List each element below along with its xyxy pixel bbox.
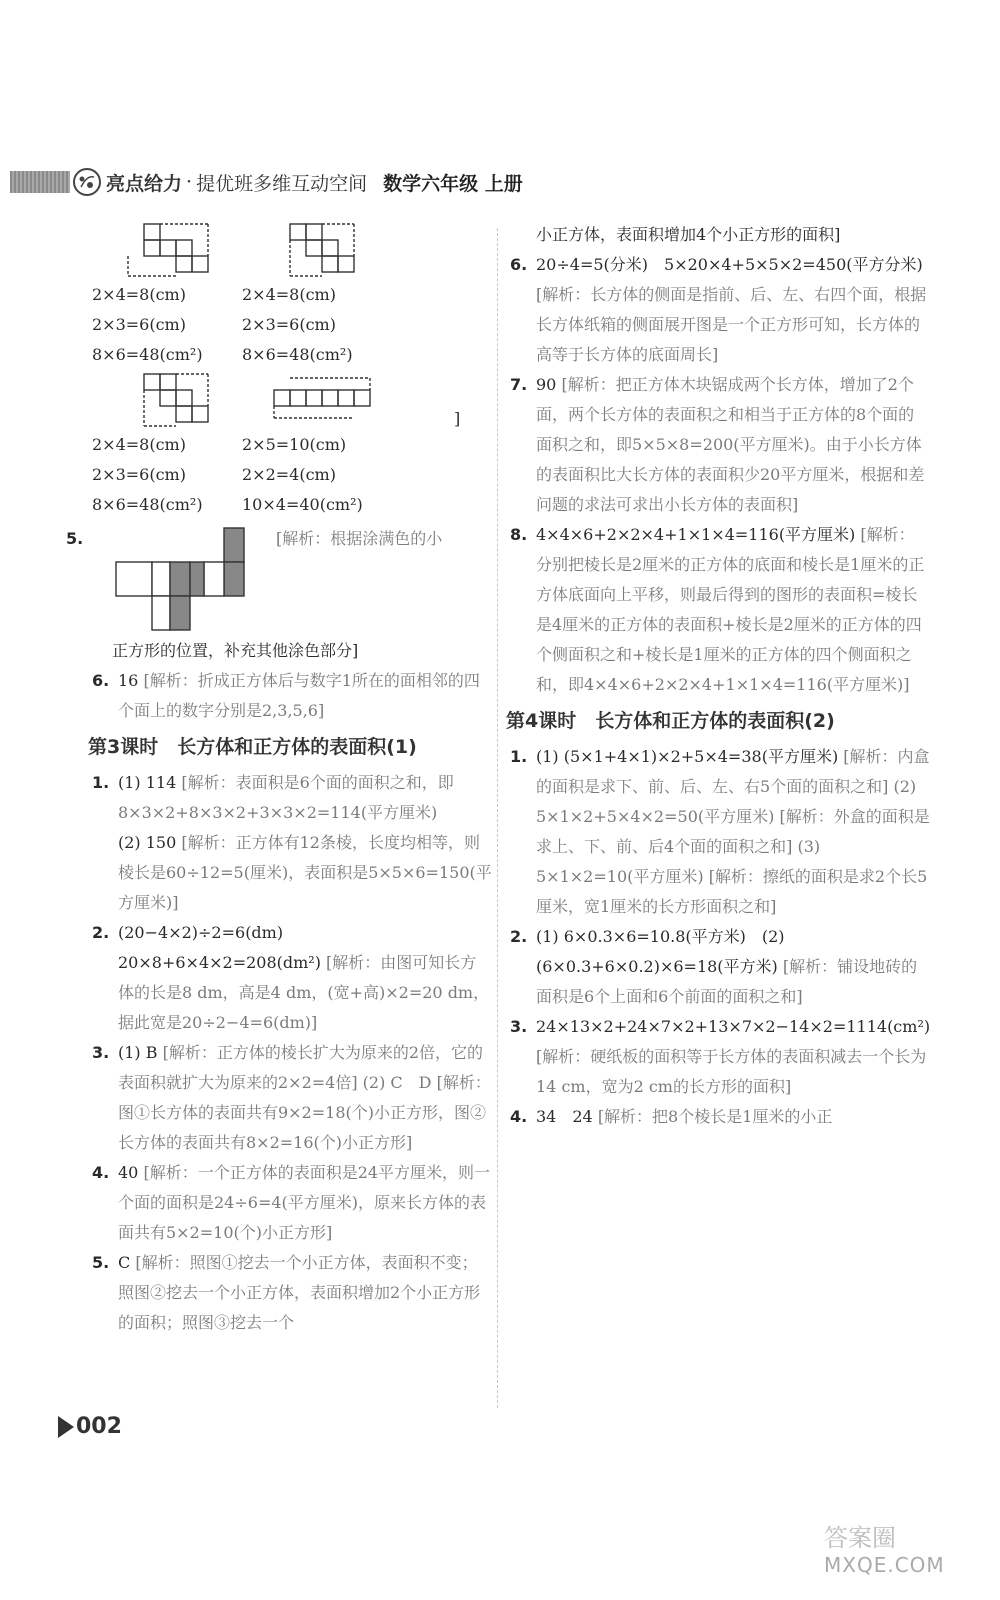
net-1-line-1: 2×4=8(cm) [92, 285, 186, 304]
right-item-8 [510, 520, 930, 700]
right-l4-item-1 [510, 742, 930, 922]
q5-net-diagram [112, 524, 272, 636]
left-item-4-answer: 40 [118, 1163, 144, 1182]
net-4-line-1: 2×5=10(cm) [242, 435, 347, 454]
left-item-2 [92, 918, 492, 1038]
right-item-7-analysis: [解析：把正方体木块锯成两个长方体，增加了2个面，两个长方体的表面积之和相当于正方体的8个面的面积之和，即5×5×8=200(平方厘米)。由于小长方体的表面积比大长方体的表面积少20平方厘米，根据和差问题的求法可求出小长方体的表面积] [536, 375, 925, 514]
logo-icon [72, 167, 102, 197]
watermark [824, 1518, 974, 1588]
left-q5 [66, 524, 492, 666]
nets-row-1 [92, 220, 492, 370]
net-1 [92, 220, 242, 370]
left-item-1-num: 1. [92, 773, 110, 792]
net-3-line-1: 2×4=8(cm) [92, 435, 186, 454]
left-column [66, 220, 492, 1338]
left-q6 [92, 666, 492, 726]
left-item-1b-answer: (2) 150 [118, 833, 182, 852]
right-item-6-num: 6. [510, 255, 528, 274]
net-1-line-2: 2×3=6(cm) [92, 315, 186, 334]
left-item-1b-analysis: [解析：正方体有12条棱，长度均相等，则棱长是60÷12=5(厘米)，表面积是5×5×6=150(平方厘米)] [118, 833, 492, 912]
right-l4-item-2-analysis: [解析：铺设地砖的面积是6个上面和6个前面的面积之和] [536, 957, 918, 1006]
column-divider [497, 228, 498, 1408]
brand-subtitle: 提优班多维互动空间 [196, 172, 368, 195]
brand-name: 亮点给力 [106, 172, 183, 195]
left-item-2-analysis: [解析：由图可知长方体的长是8 dm，高是4 dm，(宽+高)×2=20 dm，据此宽是20÷2−4=6(dm)] [118, 953, 490, 1032]
watermark-line-2: MXQE.COM [824, 1553, 945, 1577]
right-item-8-num: 8. [510, 525, 528, 544]
net-diagram-1 [118, 220, 228, 280]
net-2-line-1: 2×4=8(cm) [242, 285, 336, 304]
net-3-line-2: 2×3=6(cm) [92, 465, 186, 484]
net-diagram-2 [264, 220, 374, 280]
left-q6-answer: 16 [118, 671, 144, 690]
right-l4-item-2 [510, 922, 930, 1012]
net-1-line-3: 8×6=48(cm²) [92, 345, 203, 364]
left-item-5 [92, 1248, 492, 1338]
left-item-4-num: 4. [92, 1163, 110, 1182]
net-3 [92, 370, 242, 520]
right-item-7-answer: 90 [536, 375, 562, 394]
left-item-5-answer: C [118, 1253, 136, 1272]
right-item-7-num: 7. [510, 375, 528, 394]
left-q6-analysis: [解析：折成正方体后与数字1所在的面相邻的四个面上的数字分别是2,3,5,6] [118, 671, 480, 720]
left-item-5-analysis: [解析：照图①挖去一个小正方体，表面积不变；照图②挖去一个小正方体，表面积增加2个小正方形的面积；照图③挖去一个 [118, 1253, 481, 1332]
right-column [506, 220, 931, 1132]
nets-row-2 [92, 370, 492, 520]
net-diagram-4 [264, 370, 404, 430]
lesson-3-title: 第3课时 长方体和正方体的表面积(1) [88, 736, 417, 758]
right-l4-item-3 [510, 1012, 930, 1102]
net-4 [242, 370, 482, 520]
right-item-6 [510, 250, 930, 370]
left-item-3-num: 3. [92, 1043, 110, 1062]
left-item-4-analysis: [解析：一个正方体的表面积是24平方厘米，则一个面的面积是24÷6=4(平方厘米)，原来长方体的表面共有5×2=10(个)小正方形] [118, 1163, 491, 1242]
book-title: 数学六年级 上册 [383, 172, 523, 195]
nets-block [92, 220, 492, 520]
right-l4-item-4 [510, 1102, 930, 1132]
left-item-1-analysis: [解析：表面积是6个面的面积之和，即8×3×2+8×3×2+3×3×2=114(平方厘米) [118, 773, 454, 822]
left-item-3-answer: (1) B [118, 1043, 163, 1062]
right-l4-item-4-answer: 34 24 [536, 1107, 598, 1126]
right-item-6-analysis: [解析：长方体的侧面是指前、后、左、右四个面，根据长方体纸箱的侧面展开图是一个正方形可知，长方体的高等于长方体的底面周长] [536, 285, 927, 364]
left-item-1-answer: (1) 114 [118, 773, 182, 792]
header-dot: · [186, 171, 193, 193]
left-item-3-analysis: [解析：正方体的棱长扩大为原来的2倍，它的表面积就扩大为原来的2×2=4倍] (2) C D [解析：图①长方体的表面共有9×2=18(个)小正方形，图②长方体的表面共有8×2=16(个)小正方形] [118, 1043, 491, 1152]
left-item-3 [92, 1038, 492, 1158]
right-l4-item-1-answer: (1) (5×1+4×1)×2+5×4=38(平方厘米) [536, 747, 844, 766]
net-2 [242, 220, 482, 370]
nets-close-bracket: ] [454, 409, 461, 428]
right-continuation-text: 小正方体，表面积增加4个小正方形的面积] [536, 225, 841, 244]
net-4-line-2: 2×2=4(cm) [242, 465, 336, 484]
right-item-6-answer: 20÷4=5(分米) 5×20×4+5×5×2=450(平方分米) [536, 255, 923, 274]
left-q5-analysis: [解析：根据涂满色的小 [276, 529, 443, 548]
right-continuation [510, 220, 930, 250]
lesson-4-title: 第4课时 长方体和正方体的表面积(2) [506, 710, 835, 732]
page-header [10, 162, 610, 202]
right-l4-item-1-num: 1. [510, 747, 528, 766]
right-item-7 [510, 370, 930, 520]
header-bar-decoration [10, 171, 70, 193]
net-2-line-2: 2×3=6(cm) [242, 315, 336, 334]
right-l4-item-4-analysis: [解析：把8个棱长是1厘米的小正 [597, 1107, 833, 1126]
right-l4-item-2-answer: (1) 6×0.3×6=10.8(平方米) (2) (6×0.3+6×0.2)×6=18(平方米) [536, 927, 785, 976]
watermark-line-1: 答案圈 [824, 1524, 896, 1552]
net-diagram-3 [118, 370, 228, 430]
left-q5-num: 5. [66, 529, 84, 548]
left-item-5-num: 5. [92, 1253, 110, 1272]
play-triangle-icon [58, 1416, 74, 1438]
left-q6-num: 6. [92, 671, 110, 690]
right-l4-item-1-analysis: [解析：内盒的面积是求下、前、后、左、右5个面的面积之和] (2) 5×1×2+5×4×2=50(平方厘米) [解析：外盒的面积是求上、下、前、后4个面的面积之和] (3) 5×1×2=10(平方厘米) [解析：擦纸的面积是求2个长5厘米，宽1厘米的长方形面积之和] [536, 747, 930, 916]
page-number: 002 [76, 1414, 122, 1439]
net-3-line-3: 8×6=48(cm²) [92, 495, 203, 514]
right-l4-item-3-answer: 24×13×2+24×7×2+13×7×2−14×2=1114(cm²) [536, 1017, 931, 1036]
right-l4-item-4-num: 4. [510, 1107, 528, 1126]
right-l4-item-3-analysis: [解析：硬纸板的面积等于长方体的表面积减去一个长为14 cm，宽为2 cm的长方形的面积] [536, 1047, 927, 1096]
net-4-line-3: 10×4=40(cm²) [242, 495, 363, 514]
left-item-2-num: 2. [92, 923, 110, 942]
left-item-2-answer: (20−4×2)÷2=6(dm) 20×8+6×4×2=208(dm²) [118, 923, 327, 972]
left-item-1 [92, 768, 492, 828]
right-l4-item-2-num: 2. [510, 927, 528, 946]
right-item-8-answer: 4×4×6+2×2×4+1×1×4=116(平方厘米) [536, 525, 861, 544]
left-q5-analysis-tail: 正方形的位置，补充其他涂色部分] [112, 641, 359, 660]
right-l4-item-3-num: 3. [510, 1017, 528, 1036]
left-item-1b [92, 828, 492, 918]
page-footer [58, 1414, 122, 1439]
net-2-line-3: 8×6=48(cm²) [242, 345, 353, 364]
left-item-4 [92, 1158, 492, 1248]
right-item-8-analysis: [解析：分别把棱长是2厘米的正方体的底面和棱长是1厘米的正方体底面向上平移，则最后得到的图形的表面积=棱长是4厘米的正方体的表面积+棱长是2厘米的正方体的四个侧面积之和+棱长是1厘米的正方体的四个侧面积之和，即4×4×6+2×2×4+1×1×4=116(平方厘米)] [536, 525, 925, 694]
